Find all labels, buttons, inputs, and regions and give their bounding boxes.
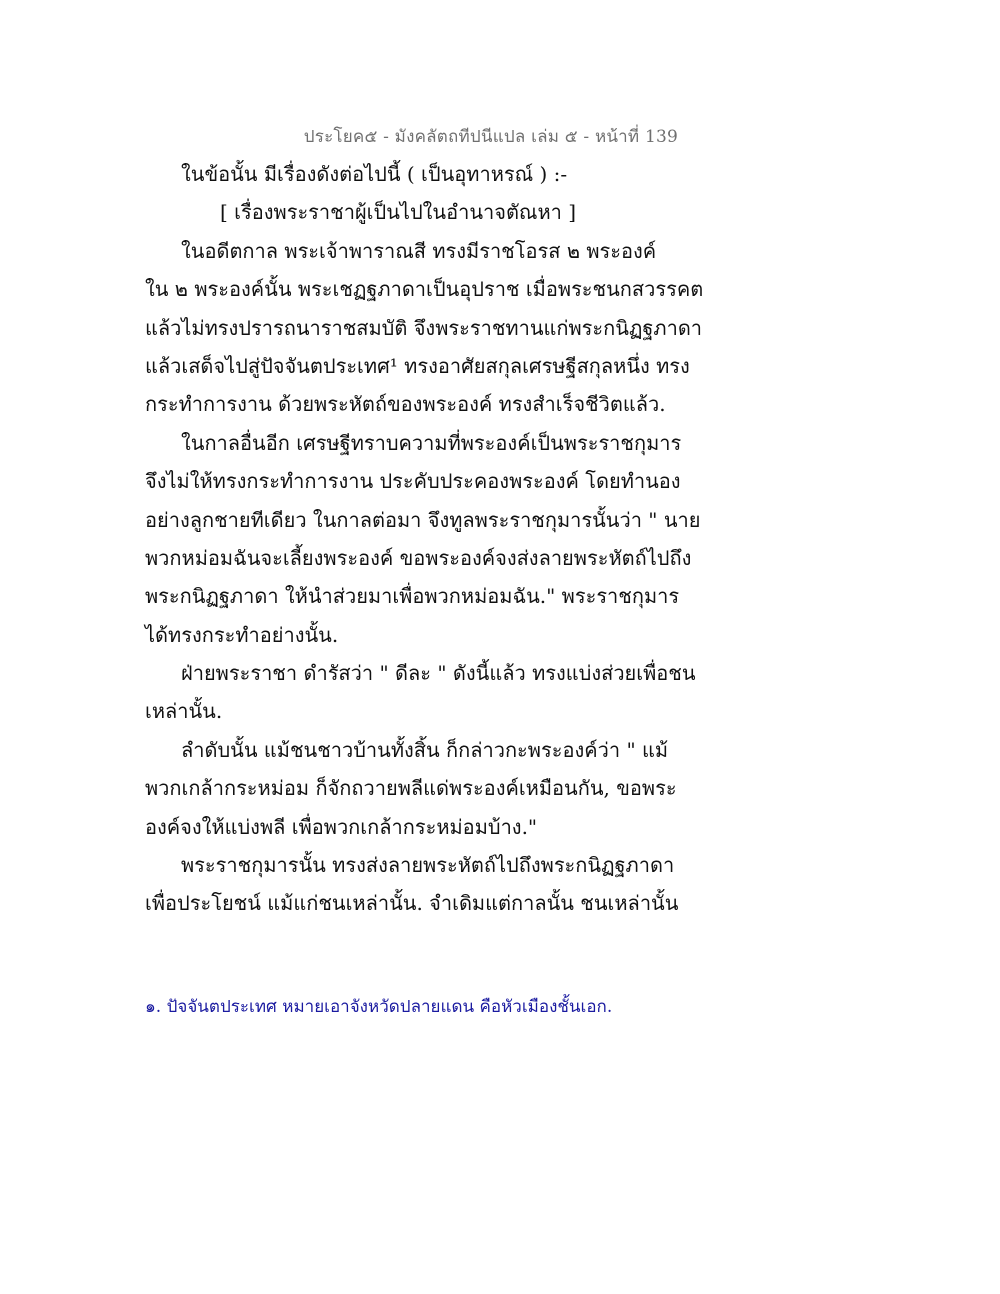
text-line: เหล่านั้น. [145,699,223,724]
text-line: ใน ๒ พระองค์นั้น พระเชฏฐภาดาเป็นอุปราช เมื่อพระชนกสวรรคต [145,277,704,302]
text-line: พวกเกล้ากระหม่อม ก็จักถวายพลีแด่พระองค์เหมือนกัน, ขอพระ [145,776,677,801]
text-line: อย่างลูกชายทีเดียว ในกาลต่อมา จึงทูลพระราชกุมารนั้นว่า " นาย [145,507,701,532]
text-line: ในอดีตกาล พระเจ้าพาราณสี ทรงมีราชโอรส ๒ พระองค์ [181,238,657,263]
text-line: องค์จงให้แบ่งพลี เพื่อพวกเกล้ากระหม่อมบ้าง." [145,814,538,839]
text-line: แล้วเสด็จไปสู่ปัจจันตประเทศ¹ ทรงอาศัยสกุลเศรษฐีสกุลหนึ่ง ทรง [145,353,690,378]
text-line: ได้ทรงกระทำอย่างนั้น. [145,622,339,647]
page-header: ประโยค๕ - มังคลัตถทีปนีแปล เล่ม ๕ - หน้าที่ 139 [303,127,678,147]
text-line: พวกหม่อมฉันจะเลี้ยงพระองค์ ขอพระองค์จงส่งลายพระหัตถ์ไปถึง [145,545,692,570]
text-line: พระราชกุมารนั้น ทรงส่งลายพระหัตถ์ไปถึงพระกนิฏฐภาดา [181,853,675,878]
footnote: ๑. ปัจจันตประเทศ หมายเอาจังหวัดปลายแดน คือหัวเมืองชั้นเอก. [145,997,613,1017]
section-heading: [ เรื่องพระราชาผู้เป็นไปในอำนาจตัณหา ] [220,200,577,225]
text-line: พระกนิฏฐภาดา ให้นำส่วยมาเพื่อพวกหม่อมฉัน." พระราชกุมาร [145,584,680,609]
text-line: เพื่อประโยชน์ แม้แก่ชนเหล่านั้น. จำเดิมแต่กาลนั้น ชนเหล่านั้น [145,891,679,916]
text-line: แล้วไม่ทรงปรารถนาราชสมบัติ จึงพระราชทานแก่พระกนิฏฐภาดา [145,315,703,340]
text-line: ในข้อนั้น มีเรื่องดังต่อไปนี้ ( เป็นอุทาหรณ์ ) :- [181,162,568,186]
text-line: จึงไม่ให้ทรงกระทำการงาน ประคับประคองพระองค์ โดยทำนอง [145,469,681,494]
text-line: ลำดับนั้น แม้ชนชาวบ้านทั้งสิ้น ก็กล่าวกะพระองค์ว่า " แม้ [181,737,669,762]
text-line: กระทำการงาน ด้วยพระหัตถ์ของพระองค์ ทรงสำเร็จชีวิตแล้ว. [145,392,666,417]
body-text [145,155,705,923]
text-line: ในกาลอื่นอีก เศรษฐีทราบความที่พระองค์เป็นพระราชกุมาร [181,430,682,455]
text-line: ฝ่ายพระราชา ดำรัสว่า " ดีละ " ดังนี้แล้ว ทรงแบ่งส่วยเพื่อชน [181,661,696,686]
